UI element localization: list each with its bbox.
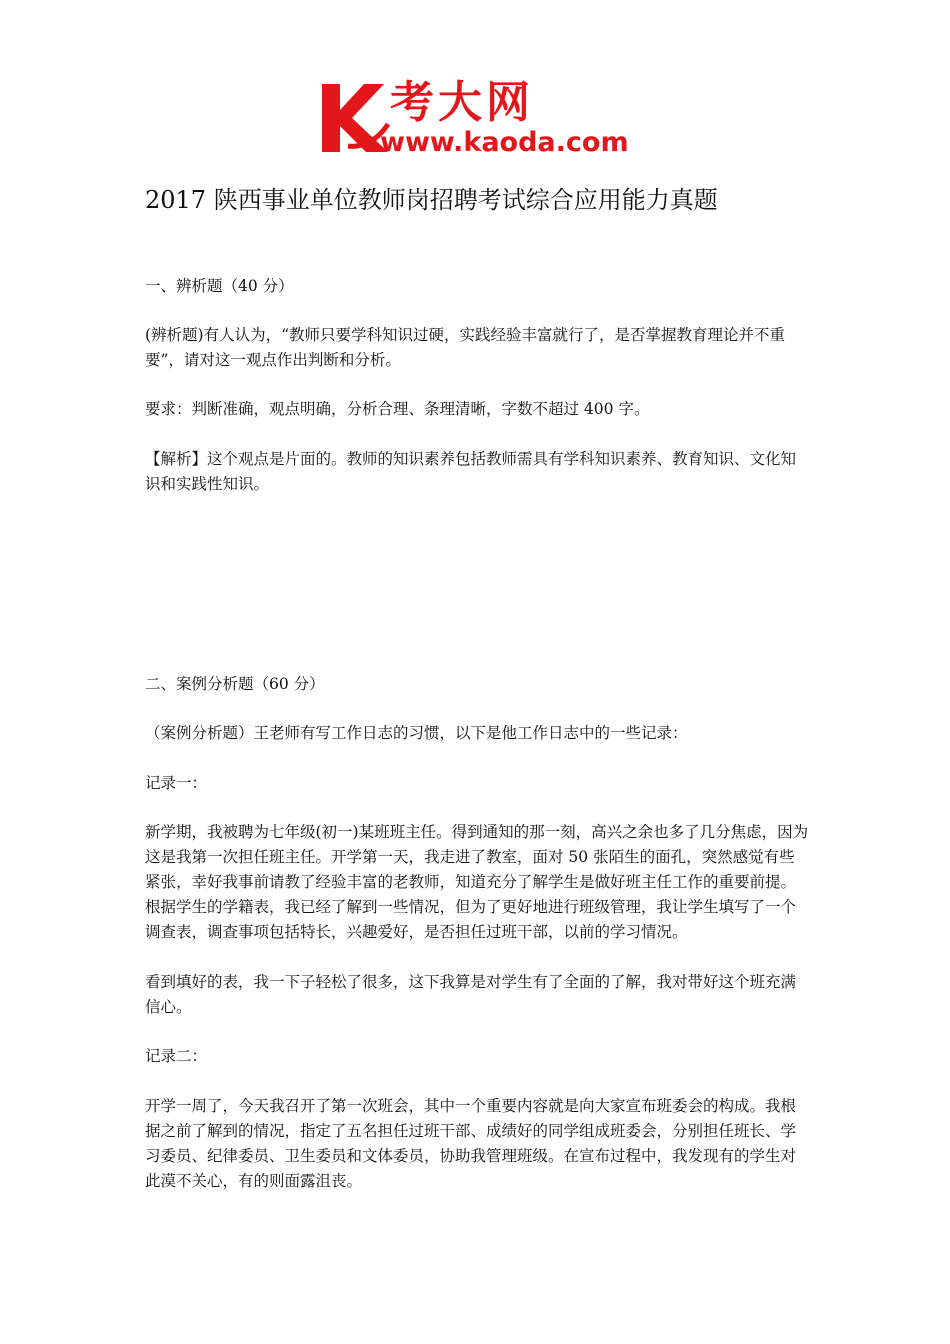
section2-heading: 二、案例分析题（60 分） <box>145 675 325 693</box>
logo-website-url: www.kaoda.com <box>380 127 629 158</box>
record1-label: 记录一： <box>145 774 208 792</box>
section1-heading: 一、辨析题（40 分） <box>145 277 294 295</box>
logo-brand-name: 考大网 <box>390 77 534 128</box>
question1-text: (辨析题)有人认为，“教师只要学科知识过硬，实践经验丰富就行了，是否掌握教育理论并不重要”，请对这一观点作出判断和分析。 <box>145 326 786 369</box>
question1-analysis: 【解析】这个观点是片面的。教师的知识素养包括教师需具有学科知识素养、教育知识、文化知识和实践性知识。 <box>145 450 797 493</box>
question2-intro: （案例分析题）王老师有写工作日志的习惯，以下是他工作日志中的一些记录： <box>145 724 688 742</box>
page-title: 2017 陕西事业单位教师岗招聘考试综合应用能力真题 <box>145 186 718 214</box>
record1-paragraph1: 新学期，我被聘为七年级(初一)某班班主任。得到通知的那一刻，高兴之余也多了几分焦虑，因为这是我第一次担任班主任。开学第一天，我走进了教室，面对 50 张陌生的面孔，突然感觉有些紧张，幸好我事前请教了经验丰富的老教师，知道充分了解学生是做好班主任工作的重要前提。根据学生的学籍表，我已经了解到一些情况，但为了更好地进行班级管理，我让学生填写了一个调查表，调查事项包括特长，兴趣爱好，是否担任过班干部，以前的学习情况。 <box>145 823 809 941</box>
record2-label: 记录二： <box>145 1047 208 1065</box>
record2-paragraph1: 开学一周了，今天我召开了第一次班会，其中一个重要内容就是向大家宣布班委会的构成。我根据之前了解到的情况，指定了五名担任过班干部、成绩好的同学组成班委会，分别担任班长、学习委员、纪律委员、卫生委员和文体委员，协助我管理班级。在宣布过程中，我发现有的学生对此漠不关心，有的则面露沮丧。 <box>145 1097 797 1190</box>
kaoda-logo <box>318 78 648 160</box>
record1-paragraph2: 看到填好的表，我一下子轻松了很多，这下我算是对学生有了全面的了解，我对带好这个班充满信心。 <box>145 973 797 1016</box>
question1-requirement: 要求：判断准确，观点明确，分析合理、条理清晰，字数不超过 400 字。 <box>145 400 650 418</box>
